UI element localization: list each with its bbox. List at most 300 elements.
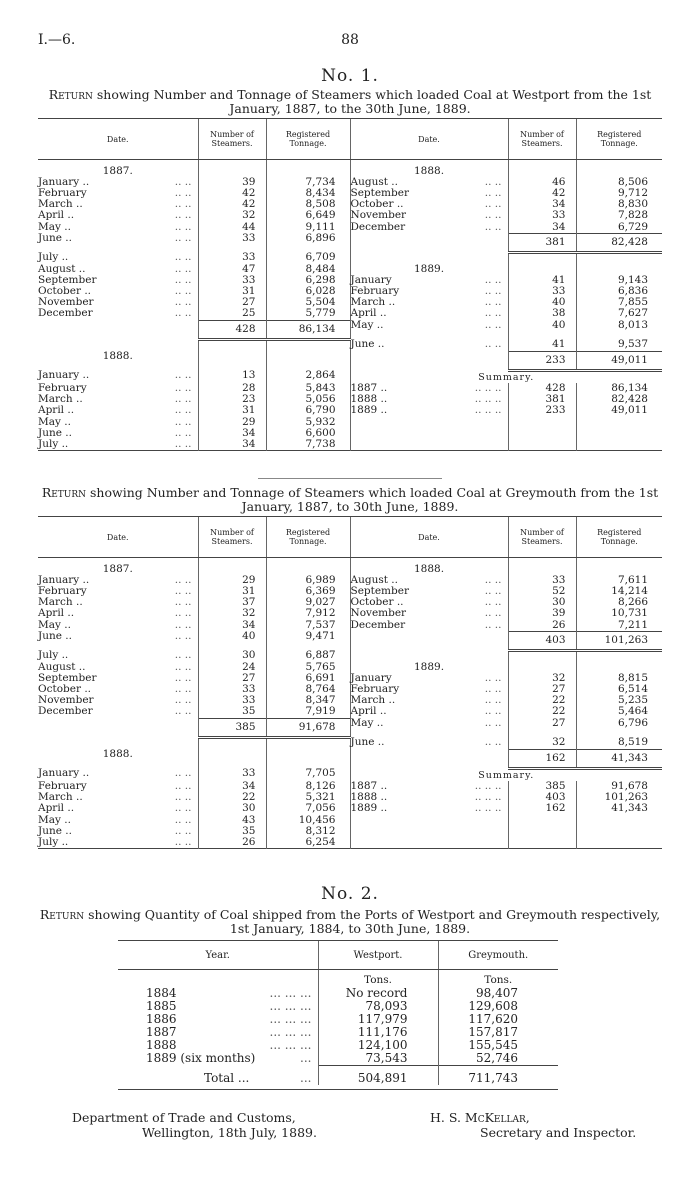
caption-return: Return	[48, 87, 93, 102]
registered-tonnage: 7,537	[266, 620, 350, 632]
registered-tonnage: 14,214	[576, 586, 662, 597]
steamers-count: 385	[508, 781, 576, 792]
year-label: 1889 (six months)	[146, 1051, 256, 1065]
registered-tonnage: 6,836	[576, 286, 662, 297]
leader-dots: .. ..	[174, 175, 192, 188]
leader-dots: .. .. ..	[474, 779, 502, 792]
month-label: June ..	[38, 232, 72, 245]
date-cell	[350, 405, 508, 416]
leader-dots: ... ... ...	[269, 986, 312, 1000]
col-tonnage: Registered Tonnage.	[266, 517, 350, 558]
leader-dots: .. ..	[174, 607, 192, 620]
greymouth-unit: Tons.	[438, 970, 558, 988]
steamers-count: 30	[508, 597, 576, 608]
steamers-count: 34	[198, 781, 266, 792]
month-label: January ..	[38, 369, 90, 382]
empty-cell	[576, 815, 662, 826]
caption-text: showing Number and Tonnage of Steamers which loaded Coal at Greymouth from the 1st January, 1887, to 30th June, 1889.	[86, 485, 659, 514]
month-label: November	[38, 694, 94, 707]
registered-tonnage: 9,111	[266, 222, 350, 234]
steamers-count: 40	[508, 320, 576, 339]
empty-cell	[38, 320, 198, 339]
signatory-name-text: H. S. McKellar,	[430, 1110, 530, 1125]
place-date-line: Wellington, 18th July, 1889.	[142, 1125, 317, 1140]
month-label: November	[38, 296, 94, 309]
empty-cell	[508, 252, 576, 263]
month-label: 1889 ..	[350, 802, 388, 815]
total-row	[118, 1066, 558, 1086]
col-number: Number of Steamers.	[508, 119, 576, 160]
month-label: 1888 ..	[350, 791, 388, 804]
registered-tonnage: 7,705	[266, 768, 350, 781]
empty-cell	[576, 837, 662, 849]
empty-cell	[350, 631, 508, 650]
registered-tonnage: 7,734	[266, 177, 350, 188]
year-label: 1885	[146, 999, 177, 1013]
table-row	[38, 631, 662, 650]
coal-shipped-caption	[38, 908, 662, 936]
registered-tonnage: 7,919	[266, 706, 350, 718]
empty-cell	[350, 351, 508, 370]
steamers-count: 29	[198, 417, 266, 428]
registered-tonnage: 101,263	[576, 792, 662, 803]
leader-dots: .. ..	[174, 694, 192, 707]
westport-tons: 78,093	[318, 1000, 438, 1013]
empty-cell	[576, 428, 662, 439]
empty-cell	[508, 264, 576, 275]
total-steamers: 162	[508, 749, 576, 768]
leader-dots: .. ..	[174, 307, 192, 320]
date-cell	[350, 803, 508, 814]
leader-dots: ...	[300, 1070, 312, 1085]
registered-tonnage: 8,519	[576, 737, 662, 749]
westport-caption	[38, 88, 662, 116]
month-label: 1889 ..	[350, 404, 388, 417]
westport-steamers-table	[38, 118, 662, 452]
empty-cell	[350, 749, 508, 768]
total-tonnage: 41,343	[576, 749, 662, 768]
steamers-count: 31	[198, 586, 266, 597]
empty-cell	[350, 826, 508, 837]
steamers-count: 162	[508, 803, 576, 814]
registered-tonnage: 9,143	[576, 275, 662, 286]
month-label: May ..	[350, 319, 384, 332]
steamers-count: 35	[198, 706, 266, 718]
month-label: August ..	[350, 175, 398, 188]
leader-dots: .. ..	[174, 584, 192, 597]
leader-dots: ... ... ...	[269, 1038, 312, 1052]
steamers-count: 32	[198, 608, 266, 619]
month-label: October ..	[350, 596, 404, 609]
registered-tonnage: 8,312	[266, 826, 350, 837]
registered-tonnage: 8,013	[576, 320, 662, 339]
steamers-count: 22	[508, 706, 576, 718]
table-row	[38, 252, 662, 263]
empty-cell	[508, 564, 576, 575]
table-row	[38, 815, 662, 826]
year-heading: 1888.	[102, 748, 133, 761]
leader-dots: .. ..	[174, 618, 192, 631]
registered-tonnage: 82,428	[576, 394, 662, 405]
year-heading: 1887.	[102, 164, 133, 177]
bottom-rule-cell	[38, 849, 662, 851]
steamers-count: 37	[198, 597, 266, 608]
leader-dots: .. ..	[174, 273, 192, 286]
steamers-count: 27	[198, 673, 266, 684]
registered-tonnage: 8,484	[266, 264, 350, 275]
month-label: September	[350, 186, 409, 199]
leader-dots: .. .. ..	[474, 381, 502, 394]
month-label: May ..	[38, 415, 71, 428]
year-heading: 1888.	[102, 350, 133, 363]
date-cell	[38, 631, 198, 650]
month-label: December	[350, 220, 406, 233]
leader-dots: .. ..	[174, 198, 192, 211]
caption-text: showing Quantity of Coal shipped from the Ports of Westport and Greymouth respectively, 1st January, 1884, to 30th June, 1889.	[84, 907, 661, 936]
empty-cell	[576, 439, 662, 451]
registered-tonnage: 10,731	[576, 608, 662, 619]
empty-cell	[198, 351, 266, 370]
col-date: Date.	[350, 119, 508, 160]
empty-cell	[198, 339, 266, 351]
date-cell	[38, 837, 198, 849]
empty-cell	[508, 428, 576, 439]
leader-dots: .. ..	[174, 369, 192, 382]
page-number: 88	[341, 32, 359, 48]
steamers-count: 32	[198, 210, 266, 221]
department-block	[72, 1110, 317, 1140]
leader-dots: .. ..	[484, 573, 502, 586]
empty-cell	[266, 339, 350, 351]
steamers-count: 42	[198, 188, 266, 199]
steamers-count: 41	[508, 339, 576, 351]
leader-dots: .. ..	[174, 209, 192, 222]
col-date: Date.	[38, 119, 198, 160]
year-heading: 1887.	[102, 562, 133, 575]
steamers-count: 33	[198, 684, 266, 695]
registered-tonnage: 8,764	[266, 684, 350, 695]
leader-dots: .. ..	[174, 296, 192, 309]
registered-tonnage: 6,989	[266, 575, 350, 586]
steamers-count: 38	[508, 308, 576, 320]
leader-dots: .. ..	[174, 415, 192, 428]
registered-tonnage: 6,691	[266, 673, 350, 684]
steamers-count: 33	[198, 275, 266, 286]
greymouth-tons: 98,407	[438, 987, 558, 1000]
month-label: August ..	[38, 660, 86, 673]
steamers-count: 28	[198, 383, 266, 394]
leader-dots: .. ..	[484, 338, 502, 351]
total-steamers: 385	[198, 718, 266, 737]
leader-dots: .. ..	[174, 802, 192, 815]
registered-tonnage: 9,471	[266, 631, 350, 650]
registered-tonnage: 5,765	[266, 662, 350, 673]
greymouth-tons: 52,746	[438, 1052, 558, 1066]
total-label-cell	[118, 1066, 318, 1086]
steamers-count: 33	[508, 575, 576, 586]
steamers-count: 52	[508, 586, 576, 597]
col-westport: Westport.	[318, 941, 438, 970]
steamers-count: 42	[198, 199, 266, 210]
steamers-count: 46	[508, 177, 576, 188]
col-number: Number of Steamers.	[198, 119, 266, 160]
year-label: 1886	[146, 1012, 177, 1026]
empty-cell	[198, 737, 266, 749]
steamers-count: 47	[198, 264, 266, 275]
greymouth-tons: 117,620	[438, 1013, 558, 1026]
date-cell	[38, 439, 198, 451]
total-tonnage: 86,134	[266, 320, 350, 339]
registered-tonnage: 9,537	[576, 339, 662, 351]
steamers-count: 39	[508, 608, 576, 619]
date-cell	[350, 320, 508, 339]
total-tonnage: 91,678	[266, 718, 350, 737]
summary-heading: Summary.	[350, 768, 662, 781]
steamers-count: 22	[508, 695, 576, 706]
total-steamers: 381	[508, 233, 576, 252]
divider	[258, 478, 442, 479]
month-label: March ..	[350, 694, 396, 707]
leader-dots: .. ..	[484, 694, 502, 707]
table-bottom-rule	[38, 451, 662, 453]
table-row	[38, 233, 662, 252]
greymouth-total: 711,743	[438, 1066, 558, 1086]
steamers-count: 26	[508, 620, 576, 632]
registered-tonnage: 6,796	[576, 718, 662, 737]
steamers-count: 27	[198, 297, 266, 308]
registered-tonnage: 7,738	[266, 439, 350, 451]
empty-cell	[508, 417, 576, 428]
steamers-count: 33	[198, 695, 266, 706]
month-label: 1887 ..	[350, 779, 388, 792]
month-label: October ..	[38, 285, 91, 298]
empty-cell	[198, 749, 266, 768]
table-row	[38, 650, 662, 661]
coal-shipped-table	[118, 940, 558, 1090]
month-label: April ..	[38, 209, 75, 222]
col-tonnage: Registered Tonnage.	[266, 119, 350, 160]
leader-dots: .. ..	[484, 618, 502, 631]
col-number: Number of Steamers.	[198, 517, 266, 558]
col-number: Number of Steamers.	[508, 517, 576, 558]
westport-total: 504,891	[318, 1066, 438, 1086]
registered-tonnage: 7,912	[266, 608, 350, 619]
registered-tonnage: 7,855	[576, 297, 662, 308]
steamers-count: 26	[198, 837, 266, 849]
steamers-count: 31	[198, 286, 266, 297]
empty-cell	[576, 650, 662, 661]
steamers-count: 32	[508, 673, 576, 684]
leader-dots: .. ..	[174, 262, 192, 275]
registered-tonnage: 5,235	[576, 695, 662, 706]
registered-tonnage: 9,027	[266, 597, 350, 608]
leader-dots: .. ..	[174, 835, 192, 848]
registered-tonnage: 7,056	[266, 803, 350, 814]
table-header-row	[38, 119, 662, 160]
empty-cell	[350, 650, 508, 661]
table-row	[38, 826, 662, 837]
month-label: August ..	[350, 573, 398, 586]
table-row	[118, 1052, 558, 1066]
registered-tonnage: 6,709	[266, 252, 350, 263]
leader-dots: .. ..	[484, 220, 502, 233]
table-row	[38, 803, 662, 814]
steamers-count: 30	[198, 650, 266, 661]
table-bottom-rule	[38, 849, 662, 851]
month-label: January ..	[38, 175, 90, 188]
steamers-count: 34	[198, 620, 266, 632]
steamers-count: 403	[508, 792, 576, 803]
greymouth-steamers-table	[38, 516, 662, 850]
steamers-count: 27	[508, 718, 576, 737]
empty-cell	[508, 837, 576, 849]
table-header-row	[118, 941, 558, 970]
table-row	[38, 749, 662, 768]
leader-dots: .. .. ..	[474, 404, 502, 417]
table-row	[38, 222, 662, 234]
westport-unit: Tons.	[318, 970, 438, 988]
registered-tonnage: 86,134	[576, 383, 662, 394]
leader-dots: .. ..	[174, 767, 192, 780]
registered-tonnage: 8,830	[576, 199, 662, 210]
registered-tonnage: 6,600	[266, 428, 350, 439]
registered-tonnage: 6,514	[576, 684, 662, 695]
leader-dots: .. ..	[174, 232, 192, 245]
registered-tonnage: 5,321	[266, 792, 350, 803]
empty-cell	[266, 351, 350, 370]
empty-cell	[198, 166, 266, 177]
date-cell	[350, 222, 508, 234]
total-tonnage: 49,011	[576, 351, 662, 370]
leader-dots: .. ..	[174, 393, 192, 406]
leader-dots: .. ..	[174, 220, 192, 233]
westport-tons: 111,176	[318, 1026, 438, 1039]
steamers-count: 35	[198, 826, 266, 837]
leader-dots: .. ..	[484, 607, 502, 620]
year-label: 1884	[146, 986, 177, 1000]
leader-dots: .. ..	[174, 824, 192, 837]
steamers-count: 428	[508, 383, 576, 394]
table-row	[38, 837, 662, 849]
steamers-count: 33	[198, 233, 266, 252]
leader-dots: .. ..	[174, 251, 192, 264]
signature-block	[430, 1110, 636, 1140]
empty-cell	[350, 417, 508, 428]
month-label: September	[38, 671, 97, 684]
steamers-count: 42	[508, 188, 576, 199]
leader-dots: .. ..	[484, 596, 502, 609]
month-label: July ..	[38, 251, 69, 264]
month-label: April ..	[38, 404, 75, 417]
empty-cell	[350, 439, 508, 451]
empty-cell	[38, 718, 198, 737]
empty-cell	[508, 826, 576, 837]
month-label: July ..	[38, 437, 69, 450]
leader-dots: .. ..	[174, 426, 192, 439]
leader-dots: .. ..	[174, 573, 192, 586]
registered-tonnage: 7,627	[576, 308, 662, 320]
month-label: June ..	[38, 630, 72, 643]
registered-tonnage: 6,369	[266, 586, 350, 597]
month-label: October ..	[350, 198, 404, 211]
section-title-no2: No. 2.	[321, 884, 379, 904]
month-label: February	[350, 683, 400, 696]
registered-tonnage: 6,896	[266, 233, 350, 252]
empty-cell	[350, 815, 508, 826]
month-label: July ..	[38, 835, 69, 848]
leader-dots: .. ..	[484, 175, 502, 188]
total-label: Total ...	[204, 1070, 250, 1085]
leader-dots: .. ..	[484, 683, 502, 696]
steamers-count: 24	[198, 662, 266, 673]
table-row	[38, 320, 662, 339]
leader-dots: ... ... ...	[269, 1012, 312, 1026]
month-label: May ..	[38, 220, 71, 233]
empty-cell	[508, 650, 576, 661]
month-label: June ..	[350, 736, 385, 749]
year-heading: 1889.	[350, 662, 508, 673]
steamers-count: 32	[508, 737, 576, 749]
steamers-count: 22	[198, 792, 266, 803]
units-row	[118, 970, 558, 988]
leader-dots: .. ..	[174, 813, 192, 826]
month-label: March ..	[38, 596, 83, 609]
table-row	[38, 428, 662, 439]
leader-dots: .. ..	[174, 596, 192, 609]
month-label: April ..	[350, 705, 387, 718]
caption-return: Return	[41, 485, 87, 500]
registered-tonnage: 6,729	[576, 222, 662, 234]
month-label: June ..	[350, 338, 385, 351]
signatory-title: Secretary and Inspector.	[480, 1125, 637, 1140]
table-row	[38, 439, 662, 451]
table-row	[38, 417, 662, 428]
registered-tonnage: 6,887	[266, 650, 350, 661]
col-date: Date.	[350, 517, 508, 558]
total-steamers: 403	[508, 631, 576, 650]
leader-dots: .. ..	[484, 584, 502, 597]
month-label: June ..	[38, 426, 72, 439]
month-label: May ..	[38, 813, 71, 826]
westport-tons: 117,979	[318, 1013, 438, 1026]
leader-dots: .. ..	[174, 660, 192, 673]
leader-dots: .. ..	[484, 186, 502, 199]
registered-tonnage: 49,011	[576, 405, 662, 416]
month-label: May ..	[350, 717, 384, 730]
registered-tonnage: 6,028	[266, 286, 350, 297]
steamers-count: 31	[198, 405, 266, 416]
registered-tonnage: 5,056	[266, 394, 350, 405]
westport-tons: 124,100	[318, 1039, 438, 1052]
registered-tonnage: 7,611	[576, 575, 662, 586]
month-label: March ..	[350, 296, 396, 309]
year-heading: 1888.	[350, 166, 508, 177]
steamers-count: 33	[198, 252, 266, 263]
registered-tonnage: 8,508	[266, 199, 350, 210]
steamers-count: 40	[198, 631, 266, 650]
empty-cell	[576, 826, 662, 837]
leader-dots: .. ..	[174, 779, 192, 792]
leader-dots: .. ..	[174, 285, 192, 298]
month-label: June ..	[38, 824, 72, 837]
table-row	[38, 620, 662, 632]
month-label: March ..	[38, 791, 83, 804]
leader-dots: .. ..	[484, 736, 502, 749]
month-label: October ..	[38, 683, 91, 696]
caption-text: showing Number and Tonnage of Steamers which loaded Coal at Westport from the 1st January, 1887, to the 30th June, 1889.	[92, 87, 652, 116]
month-label: January	[350, 273, 392, 286]
total-steamers: 428	[198, 320, 266, 339]
